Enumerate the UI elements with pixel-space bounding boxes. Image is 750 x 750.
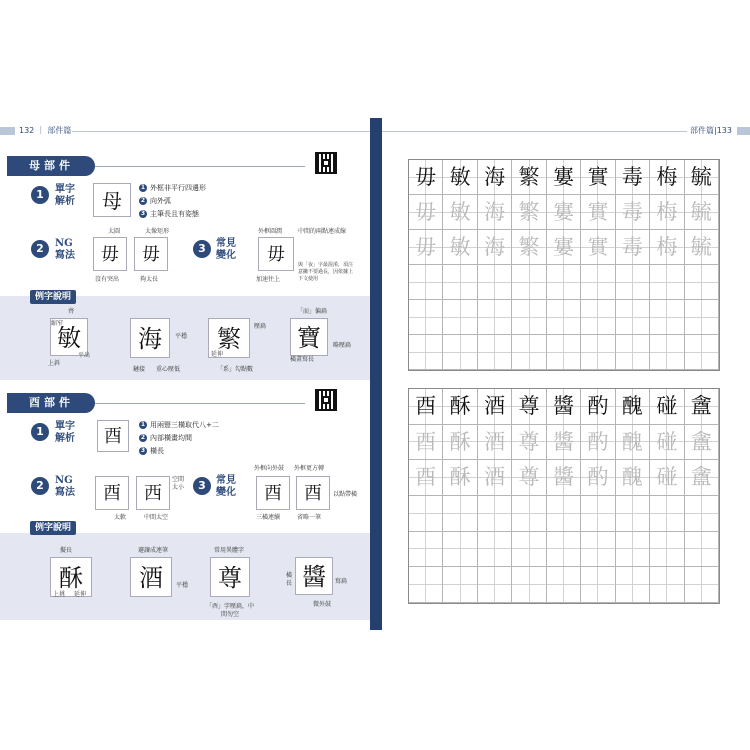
practice-cell[interactable]: [685, 230, 719, 265]
practice-cell[interactable]: [512, 160, 546, 195]
practice-char: 繁: [518, 165, 540, 189]
variation-label: 常見 變化: [216, 238, 236, 261]
example-note: 「酉」字壓扁，中間勿空: [205, 603, 254, 618]
step-number-1: 1: [31, 423, 49, 441]
example-note: 縮窄: [51, 320, 64, 327]
practice-char: 酒: [484, 429, 506, 454]
practice-cell[interactable]: [547, 265, 581, 300]
practice-char: 毓: [690, 235, 712, 259]
ng-note-top-1: 太圓: [108, 228, 121, 235]
practice-cell[interactable]: [547, 389, 581, 425]
practice-char: 醜: [621, 465, 643, 490]
practice-char: 酌: [587, 394, 609, 418]
practice-cell[interactable]: [650, 389, 684, 425]
variation-note-top-1: 外框向外鼓: [254, 465, 285, 472]
right-page-header: 部件篇|133: [690, 126, 732, 135]
practice-cell[interactable]: [685, 425, 719, 461]
step-number-2: 2: [31, 477, 49, 495]
practice-char: 毓: [690, 200, 712, 224]
practice-cell[interactable]: [443, 230, 477, 265]
qr-code-icon[interactable]: [315, 389, 337, 411]
analysis-label: 單字 解析: [55, 421, 75, 444]
practice-cell[interactable]: [685, 195, 719, 230]
practice-char: 寠: [552, 165, 574, 189]
practice-cell[interactable]: [478, 425, 512, 461]
practice-cell[interactable]: [409, 425, 443, 461]
practice-char: 寠: [552, 235, 574, 259]
ng-note-bottom-2: 夠太長: [140, 276, 159, 283]
practice-cell[interactable]: [581, 460, 615, 496]
ng-note-top-2: 太像矩形: [145, 228, 170, 235]
practice-cell[interactable]: [616, 160, 650, 195]
example-char-box: 寶: [290, 318, 328, 356]
practice-cell[interactable]: [547, 460, 581, 496]
practice-cell[interactable]: [616, 265, 650, 300]
examples-label-mu: 例字說明: [30, 290, 76, 304]
practice-cell[interactable]: [443, 425, 477, 461]
practice-cell[interactable]: [443, 567, 477, 603]
right-page-number: 133: [716, 126, 732, 135]
practice-cell[interactable]: [512, 460, 546, 496]
practice-char: 尊: [518, 465, 540, 490]
practice-cell[interactable]: [616, 532, 650, 568]
variation-note-side: 與「夜」字最混淆，須注意撇不要過長，因依據上下文使用: [298, 262, 354, 282]
practice-cell[interactable]: [616, 460, 650, 496]
example-note: 橫長: [286, 572, 293, 587]
variation-char-box: 毋: [258, 237, 294, 271]
practice-char: 毓: [690, 165, 712, 189]
example-char-box: 繁: [208, 318, 250, 358]
practice-cell[interactable]: [409, 300, 443, 335]
example-note: 上挑: [53, 591, 66, 598]
practice-cell[interactable]: [409, 460, 443, 496]
left-page-header: 132 ｜ 部件篇: [19, 126, 72, 135]
example-char-box: 海: [130, 318, 170, 358]
practice-char: 繁: [518, 200, 540, 224]
practice-cell[interactable]: [512, 230, 546, 265]
practice-cell[interactable]: [478, 265, 512, 300]
practice-cell[interactable]: [478, 195, 512, 230]
practice-cell[interactable]: [616, 195, 650, 230]
example-char-box: 酒: [130, 557, 172, 597]
practice-char: 毋: [415, 165, 437, 189]
practice-cell[interactable]: [685, 460, 719, 496]
ng-note-bottom-2: 中間太空: [144, 514, 169, 521]
practice-cell[interactable]: [650, 300, 684, 335]
example-note: 微外鼓: [313, 601, 332, 608]
practice-cell[interactable]: [478, 230, 512, 265]
practice-char: 梅: [656, 235, 678, 259]
step-number-3: 3: [193, 240, 211, 258]
practice-char: 酥: [449, 394, 471, 418]
left-page-number: 132: [19, 126, 35, 135]
practice-cell[interactable]: [685, 300, 719, 335]
example-note: 常用異體字: [214, 547, 245, 554]
practice-cell[interactable]: [409, 532, 443, 568]
example-note: 鏈接: [133, 366, 146, 373]
practice-char: 酉: [415, 394, 437, 418]
practice-char: 毋: [415, 200, 437, 224]
practice-char: 盦: [690, 394, 712, 418]
ng-char-box-1: 酉: [95, 476, 129, 510]
practice-cell[interactable]: [685, 265, 719, 300]
practice-cell[interactable]: [650, 195, 684, 230]
practice-char: 梅: [656, 165, 678, 189]
practice-cell[interactable]: [478, 532, 512, 568]
ng-note-side-2: 空間太小: [172, 476, 185, 491]
practice-cell[interactable]: [512, 265, 546, 300]
analysis-label: 單字 解析: [55, 184, 75, 207]
step-number-1: 1: [31, 186, 49, 204]
practice-cell[interactable]: [443, 532, 477, 568]
practice-cell[interactable]: [547, 532, 581, 568]
practice-char: 海: [484, 235, 506, 259]
ng-char-box-2: 西: [136, 476, 170, 510]
variation-char-box-2: 酉: [296, 476, 330, 510]
practice-char: 尊: [518, 394, 540, 418]
practice-cell[interactable]: [512, 532, 546, 568]
practice-cell[interactable]: [547, 496, 581, 532]
example-note: 擬長: [60, 547, 73, 554]
practice-char: 醬: [552, 394, 574, 418]
section-title-you: 酉部件: [7, 393, 95, 413]
variation-note-top-left: 外框圓潤: [258, 228, 283, 235]
practice-char: 毒: [621, 200, 643, 224]
practice-cell[interactable]: [409, 335, 443, 370]
header-bar-right: [737, 127, 750, 135]
practice-cell[interactable]: [478, 300, 512, 335]
practice-cell[interactable]: [409, 265, 443, 300]
practice-char: 醬: [552, 429, 574, 454]
practice-char: 梅: [656, 200, 678, 224]
practice-cell[interactable]: [650, 230, 684, 265]
variation-note-top-right: 中間的兩點連成線: [298, 228, 347, 235]
example-note: 避讓成連筆: [138, 547, 169, 554]
practice-char: 實: [587, 235, 609, 259]
variation-char-box-1: 酉: [256, 476, 290, 510]
practice-cell[interactable]: [581, 425, 615, 461]
ng-note-bottom-1: 太軟: [114, 514, 127, 521]
example-note: 「而」偏扁: [297, 308, 328, 315]
practice-cell[interactable]: [443, 265, 477, 300]
practice-cell[interactable]: [547, 300, 581, 335]
example-char-box: 尊: [210, 557, 250, 597]
analysis-point-2: 2 向外弧: [140, 197, 171, 205]
header-bar-left: [0, 127, 15, 135]
step-number-2: 2: [31, 240, 49, 258]
example-char-box: 酥: [50, 557, 92, 597]
practice-char: 繁: [518, 235, 540, 259]
variation-note-bottom: 加速往上: [256, 276, 281, 283]
practice-cell[interactable]: [512, 389, 546, 425]
practice-cell[interactable]: [547, 195, 581, 230]
practice-char: 碰: [656, 465, 678, 490]
practice-char: 尊: [518, 429, 540, 454]
practice-cell[interactable]: [616, 230, 650, 265]
practice-cell[interactable]: [685, 567, 719, 603]
practice-cell[interactable]: [478, 567, 512, 603]
practice-cell[interactable]: [650, 425, 684, 461]
practice-char: 酌: [587, 465, 609, 490]
analysis-point-2: 2 內部橫畫均間: [140, 434, 192, 442]
practice-cell[interactable]: [616, 496, 650, 532]
practice-cell[interactable]: [512, 496, 546, 532]
practice-cell[interactable]: [409, 496, 443, 532]
ng-label: NG 寫法: [55, 238, 75, 261]
practice-cell[interactable]: [478, 335, 512, 370]
qr-code-icon[interactable]: [315, 152, 337, 174]
practice-cell[interactable]: [409, 195, 443, 230]
practice-cell[interactable]: [443, 300, 477, 335]
practice-char: 寠: [552, 200, 574, 224]
practice-cell[interactable]: [409, 160, 443, 195]
practice-char: 酥: [449, 465, 471, 490]
practice-cell[interactable]: [581, 496, 615, 532]
practice-cell[interactable]: [650, 460, 684, 496]
practice-cell[interactable]: [443, 496, 477, 532]
section-divider: [95, 166, 305, 167]
header-line-left: [72, 131, 370, 132]
ng-label: NG 寫法: [55, 475, 75, 498]
example-note: 重心壓低: [156, 366, 181, 373]
practice-cell[interactable]: [650, 265, 684, 300]
analysis-char-box: 母: [93, 183, 131, 217]
practice-char: 敏: [449, 200, 471, 224]
practice-char: 盦: [690, 429, 712, 454]
example-note: 略壓扁: [333, 342, 352, 349]
practice-cell[interactable]: [581, 230, 615, 265]
ng-char-box-1: 毋: [93, 237, 127, 271]
practice-char: 醜: [621, 394, 643, 418]
practice-cell[interactable]: [685, 532, 719, 568]
practice-char: 醜: [621, 429, 643, 454]
practice-cell[interactable]: [685, 389, 719, 425]
analysis-point-3: 3 橫長: [140, 447, 164, 455]
practice-cell[interactable]: [616, 300, 650, 335]
variation-note-side-2: 以點帶橫: [333, 491, 358, 498]
practice-char: 酒: [484, 394, 506, 418]
practice-cell[interactable]: [443, 195, 477, 230]
example-char-box: 醬: [295, 557, 333, 595]
practice-cell[interactable]: [650, 532, 684, 568]
practice-cell[interactable]: [443, 460, 477, 496]
practice-char: 毒: [621, 165, 643, 189]
practice-char: 碰: [656, 394, 678, 418]
practice-cell[interactable]: [616, 389, 650, 425]
examples-label-you: 例字說明: [30, 521, 76, 535]
example-note: 橫畫寫長: [290, 356, 315, 363]
practice-cell[interactable]: [616, 335, 650, 370]
practice-char: 盦: [690, 465, 712, 490]
example-note: 平穩: [176, 582, 189, 589]
practice-char: 海: [484, 165, 506, 189]
ng-note-bottom-1: 沒有突出: [95, 276, 120, 283]
practice-cell[interactable]: [443, 160, 477, 195]
variation-label: 常見 變化: [216, 475, 236, 498]
example-note: 「系」勾點數: [217, 366, 254, 373]
example-note: 延伸: [211, 351, 224, 358]
example-note: 壓扁: [254, 323, 267, 330]
variation-note-bottom-2: 省略一筆: [297, 514, 322, 521]
practice-cell[interactable]: [547, 230, 581, 265]
practice-cell[interactable]: [443, 335, 477, 370]
analysis-point-1: 1 用兩豎三橫取代八+二: [140, 421, 219, 429]
practice-cell[interactable]: [409, 230, 443, 265]
book-spine: [370, 118, 382, 630]
example-note: 寫扁: [335, 578, 348, 585]
variation-note-top-2: 外框更方轉: [294, 465, 325, 472]
practice-cell[interactable]: [581, 335, 615, 370]
practice-char: 實: [587, 200, 609, 224]
practice-char: 敏: [449, 165, 471, 189]
analysis-point-3: 3 主筆長且有姿態: [140, 210, 199, 218]
practice-cell[interactable]: [685, 160, 719, 195]
example-note: 上斜: [48, 360, 61, 367]
example-note: 延伸: [74, 591, 87, 598]
practice-char: 酉: [415, 429, 437, 454]
practice-cell[interactable]: [547, 567, 581, 603]
step-number-3: 3: [193, 477, 211, 495]
practice-cell[interactable]: [650, 160, 684, 195]
practice-char: 酌: [587, 429, 609, 454]
practice-char: 酥: [449, 429, 471, 454]
practice-cell[interactable]: [547, 425, 581, 461]
practice-char: 醬: [552, 465, 574, 490]
variation-note-bottom-1: 三橫連續: [256, 514, 281, 521]
practice-cell[interactable]: [547, 160, 581, 195]
practice-cell[interactable]: [512, 567, 546, 603]
practice-cell[interactable]: [581, 195, 615, 230]
practice-grid-2: [408, 388, 720, 604]
example-char-box: 敏: [50, 318, 88, 356]
practice-cell[interactable]: [581, 567, 615, 603]
practice-cell[interactable]: [478, 496, 512, 532]
section-title-mu: 母部件: [7, 156, 95, 176]
practice-cell[interactable]: [478, 460, 512, 496]
section-divider: [95, 403, 305, 404]
practice-cell[interactable]: [581, 160, 615, 195]
practice-cell[interactable]: [512, 195, 546, 230]
ng-char-box-2: 毋: [134, 237, 168, 271]
practice-cell[interactable]: [443, 389, 477, 425]
practice-cell[interactable]: [512, 425, 546, 461]
practice-cell[interactable]: [650, 567, 684, 603]
practice-cell[interactable]: [685, 335, 719, 370]
analysis-point-1: 1 外框非平行四邊形: [140, 184, 206, 192]
example-note: 平穩: [175, 333, 188, 340]
practice-char: 酒: [484, 465, 506, 490]
left-page-section: 部件篇: [47, 126, 72, 135]
practice-cell[interactable]: [512, 300, 546, 335]
practice-cell[interactable]: [685, 496, 719, 532]
practice-char: 實: [587, 165, 609, 189]
practice-cell[interactable]: [409, 389, 443, 425]
practice-cell[interactable]: [478, 160, 512, 195]
example-note: 齊: [68, 308, 75, 315]
analysis-char-box: 酉: [97, 420, 129, 452]
practice-char: 酉: [415, 465, 437, 490]
practice-cell[interactable]: [650, 335, 684, 370]
practice-cell[interactable]: [547, 335, 581, 370]
practice-char: 海: [484, 200, 506, 224]
header-line-right: [382, 131, 687, 132]
practice-char: 毋: [415, 235, 437, 259]
practice-grid-1: [408, 159, 720, 371]
practice-cell[interactable]: [650, 496, 684, 532]
practice-cell[interactable]: [409, 567, 443, 603]
practice-cell[interactable]: [581, 265, 615, 300]
practice-cell[interactable]: [616, 425, 650, 461]
right-page-section: 部件篇: [690, 126, 714, 135]
practice-cell[interactable]: [478, 389, 512, 425]
practice-cell[interactable]: [616, 567, 650, 603]
practice-cell[interactable]: [581, 300, 615, 335]
practice-cell[interactable]: [581, 532, 615, 568]
practice-cell[interactable]: [581, 389, 615, 425]
practice-cell[interactable]: [512, 335, 546, 370]
practice-char: 碰: [656, 429, 678, 454]
practice-char: 敏: [449, 235, 471, 259]
practice-char: 毒: [621, 235, 643, 259]
example-note: 平出: [78, 352, 91, 359]
